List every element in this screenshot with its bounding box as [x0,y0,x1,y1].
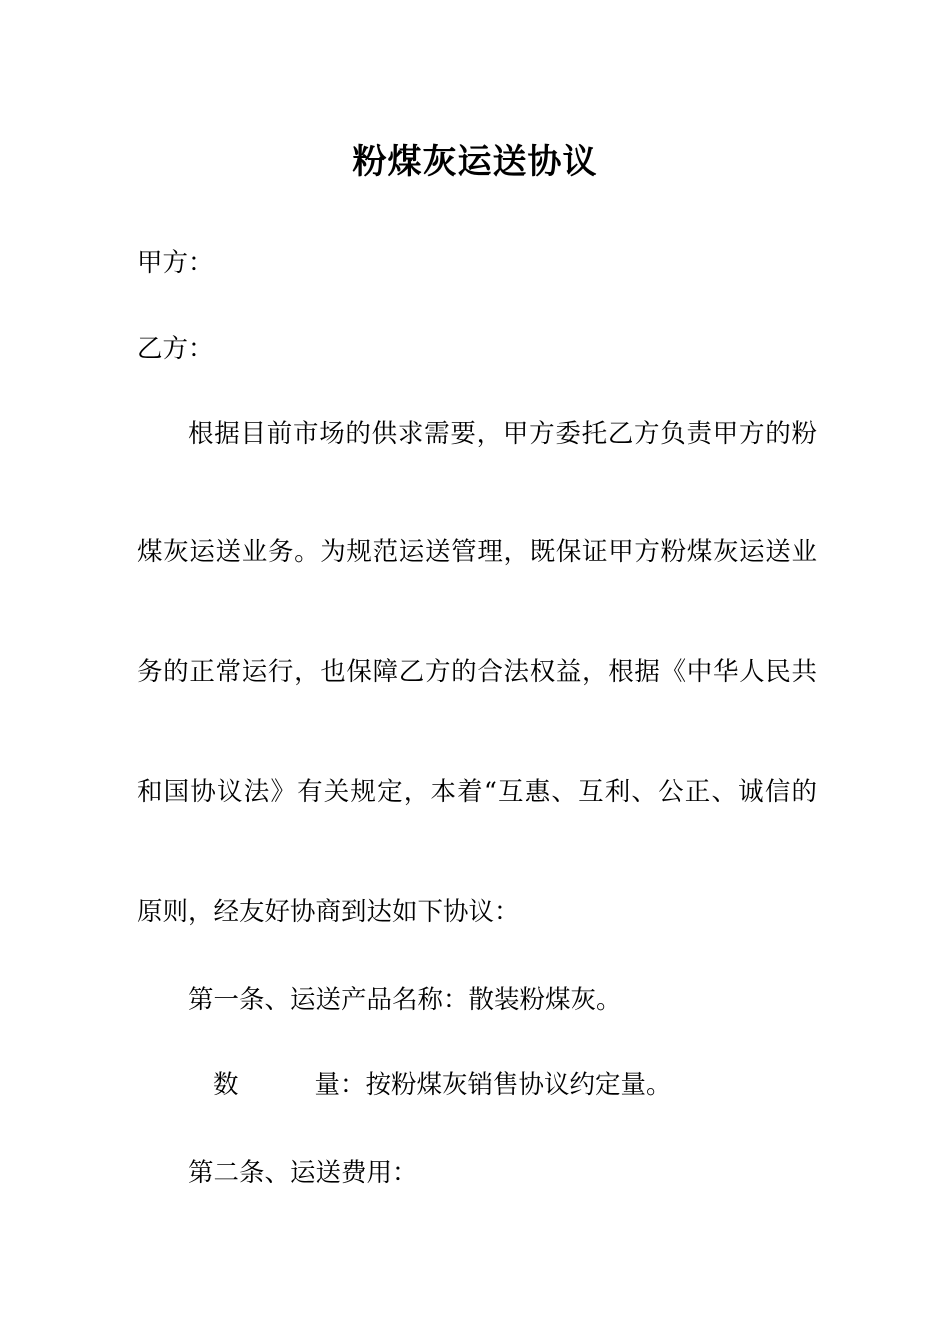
quantity-clause [213,1067,817,1103]
preamble-line-2: 煤灰运送业务。为规范运送管理，既保证甲方粉煤灰运送业 [137,537,817,567]
preamble-line-3: 务的正常运行，也保障乙方的合法权益，根据《中华人民共 [137,657,817,687]
quantity-label-part-1: 数 [213,1070,239,1100]
article-2: 第二条、运送费用： [188,1158,418,1188]
article-1: 第一条、运送产品名称：散装粉煤灰。 [188,985,622,1015]
quantity-label-part-2: 量：按粉煤灰销售协议约定量。 [314,1070,672,1100]
preamble-line-4: 和国协议法》有关规定，本着“互惠、互利、公正、诚信的 [137,777,817,807]
document-title: 粉煤灰运送协议 [352,142,598,182]
party-a-label: 甲方： [137,248,214,278]
preamble-line-5: 原则，经友好协商到达如下协议： [137,897,520,927]
party-b-label: 乙方： [137,334,214,364]
preamble-line-1: 根据目前市场的供求需要，甲方委托乙方负责甲方的粉 [188,419,817,449]
